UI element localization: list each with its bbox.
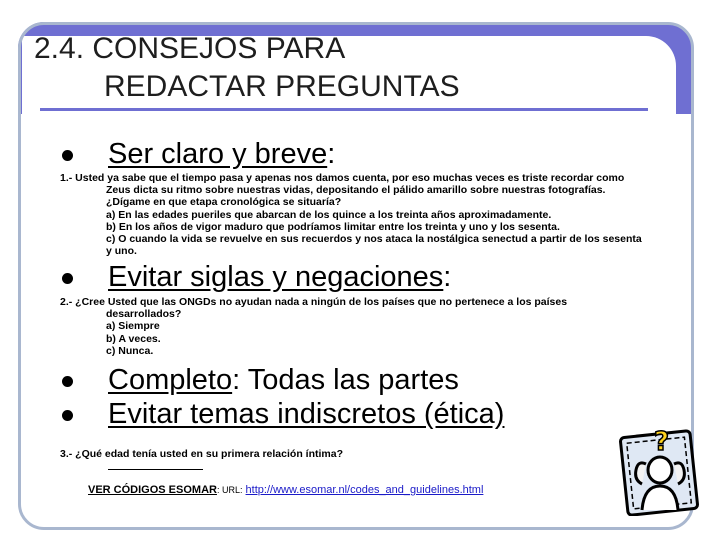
question-1-option-b: b) En los años de vigor maduro que podríamos limitar entre los treinta y uno y los sesenta.: [106, 220, 560, 233]
answer-blank-line: [108, 469, 203, 470]
question-1-line: ¿Dígame en que etapa cronológica se situaría?: [106, 196, 342, 209]
url-label: : URL:: [216, 485, 243, 495]
question-2-option-b: b) A veces.: [106, 332, 161, 345]
bullet-dot-icon: [62, 410, 73, 421]
heading-evitar-siglas: [108, 261, 451, 293]
slide-title: [34, 30, 460, 106]
question-1-option-c: c) O cuando la vida se revuelve en sus recuerdos y nos ataca la nostálgica senectud a partir de los sesenta: [106, 233, 642, 246]
heading-ser-claro-colon: :: [327, 138, 336, 170]
heading-evitar-siglas-colon: :: [443, 261, 452, 293]
bullet-dot-icon: [62, 376, 73, 387]
question-2-line: 2.- ¿Cree Usted que las ONGDs no ayudan nada a ningún de los países que no pertenece a los países: [60, 296, 568, 308]
question-1-block: [60, 172, 642, 257]
esomar-codes-label: VER CÓDIGOS ESOMAR: [88, 484, 217, 496]
heading-evitar-siglas-text: Evitar siglas y negaciones: [108, 261, 444, 293]
heading-ser-claro: [108, 138, 335, 170]
heading-evitar-temas: [108, 398, 504, 430]
question-1-line: 1.- Usted ya sabe que el tiempo pasa y apenas nos damos cuenta, por eso muchas veces es triste recordar como: [60, 172, 625, 184]
question-1-line: Zeus dicta su ritmo sobre nuestras vidas, depositando el pálido amarillo sobre nuestras fotografías.: [106, 184, 606, 197]
question-1-option-a: a) En las edades pueriles que abarcan de los quince a los treinta años aproximadamente.: [106, 208, 552, 221]
heading-ser-claro-text: Ser claro y breve: [108, 138, 328, 170]
question-3: 3.- ¿Qué edad tenía usted en su primera relación íntima?: [60, 448, 343, 460]
question-2-line: desarrollados?: [106, 308, 182, 321]
heading-completo-rest: : Todas las partes: [232, 364, 459, 396]
svg-text:?: ?: [654, 427, 670, 457]
footer-reference: [88, 484, 483, 496]
bullet-dot-icon: [62, 150, 73, 161]
question-2-option-a: a) Siempre: [106, 320, 160, 333]
question-2-option-c: c) Nunca.: [106, 344, 154, 357]
heading-evitar-temas-text: Evitar temas indiscretos (ética): [108, 398, 505, 430]
heading-completo-text: Completo: [108, 364, 233, 396]
question-person-clipart-icon: [618, 420, 700, 516]
question-2-block: [60, 296, 567, 357]
title-line-1: 2.4. CONSEJOS PARA: [34, 32, 346, 65]
title-line-2: REDACTAR PREGUNTAS: [104, 70, 460, 103]
bullet-dot-icon: [62, 273, 73, 284]
esomar-url-link[interactable]: http://www.esomar.nl/codes_and_guidelines.html: [245, 484, 484, 496]
question-1-line: y uno.: [106, 245, 137, 258]
heading-completo: [108, 364, 459, 396]
